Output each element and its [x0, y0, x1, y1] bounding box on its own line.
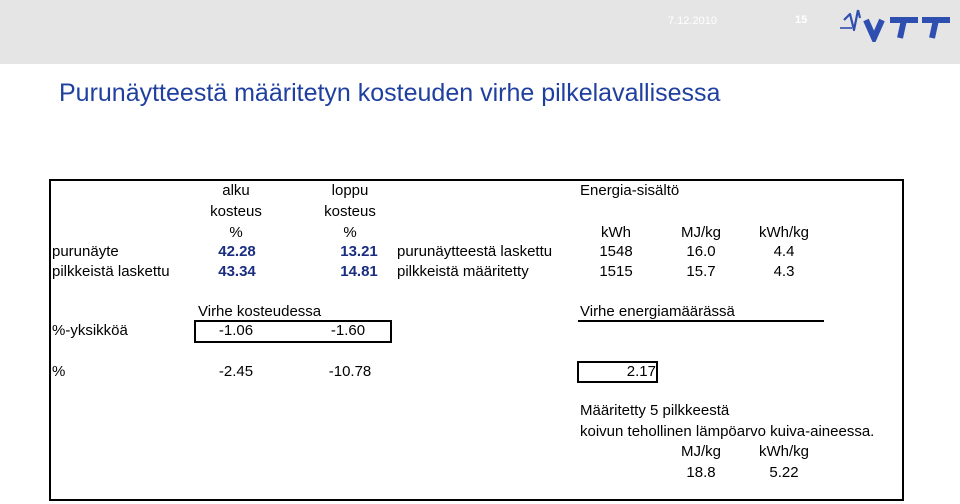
energy-unit-mjkg: MJ/kg: [680, 224, 722, 241]
pct-alku-value: -2.45: [218, 363, 254, 380]
row2-description: pilkkeistä määritetty: [397, 263, 529, 280]
note-line-1: Määritetty 5 pilkkeestä: [580, 402, 730, 419]
alku-header-3: %: [229, 224, 243, 241]
error-box-right: [390, 320, 392, 342]
loppu-header-2: kosteus: [324, 203, 376, 220]
row2-kwhkg: 4.3: [773, 263, 795, 280]
row2-mjkg: 15.7: [686, 263, 716, 280]
vtt-logo: [838, 6, 954, 42]
page-title: Purunäytteestä määritetyn kosteuden virhe pilkelavallisessa: [59, 79, 721, 107]
loppu-header-3: %: [343, 224, 357, 241]
energy-heading-rule: [578, 320, 824, 322]
energy-unit-kwhkg: kWh/kg: [758, 224, 810, 241]
note-unit-mjkg: MJ/kg: [680, 443, 722, 460]
error-box-left: [194, 320, 196, 342]
row2-loppu-value: 14.81: [340, 263, 378, 280]
row1-description: purunäytteestä laskettu: [397, 243, 553, 260]
alku-header-2: kosteus: [210, 203, 262, 220]
row-label-pilkkeista: pilkkeistä laskettu: [52, 263, 170, 280]
pct-loppu-value: -10.78: [328, 363, 372, 380]
energy-error-heading: Virhe energiamäärässä: [580, 303, 735, 320]
note-line-2: koivun tehollinen lämpöarvo kuiva-aineessa.: [580, 423, 875, 440]
page-number: 15: [795, 14, 808, 26]
note-unit-kwhkg: kWh/kg: [758, 443, 810, 460]
alku-header-1: alku: [222, 182, 250, 199]
row1-loppu-value: 13.21: [340, 243, 378, 260]
unit-alku-value: -1.06: [218, 322, 254, 339]
row1-kwhkg: 4.4: [773, 243, 795, 260]
unit-row-label: %-yksikköä: [52, 322, 128, 339]
row1-alku-value: 42.28: [218, 243, 256, 260]
note-value-mjkg: 18.8: [686, 464, 716, 481]
slide-date: 7.12.2010: [668, 15, 717, 27]
row-label-purunayte: purunäyte: [52, 243, 119, 260]
row1-mjkg: 16.0: [686, 243, 716, 260]
row1-kwh: 1548: [599, 243, 633, 260]
pct-row-label: %: [52, 363, 66, 380]
energy-unit-kwh: kWh: [601, 224, 631, 241]
moisture-error-heading: Virhe kosteudessa: [198, 303, 322, 320]
header-bar: [0, 0, 960, 64]
loppu-header-1: loppu: [331, 182, 369, 199]
energy-error-value: 2.17: [626, 363, 656, 380]
unit-loppu-value: -1.60: [330, 322, 366, 339]
row2-kwh: 1515: [599, 263, 633, 280]
error-box-bottom: [194, 341, 392, 343]
row2-alku-value: 43.34: [218, 263, 256, 280]
energy-heading: Energia-sisältö: [580, 182, 680, 199]
note-value-kwhkg: 5.22: [769, 464, 799, 481]
